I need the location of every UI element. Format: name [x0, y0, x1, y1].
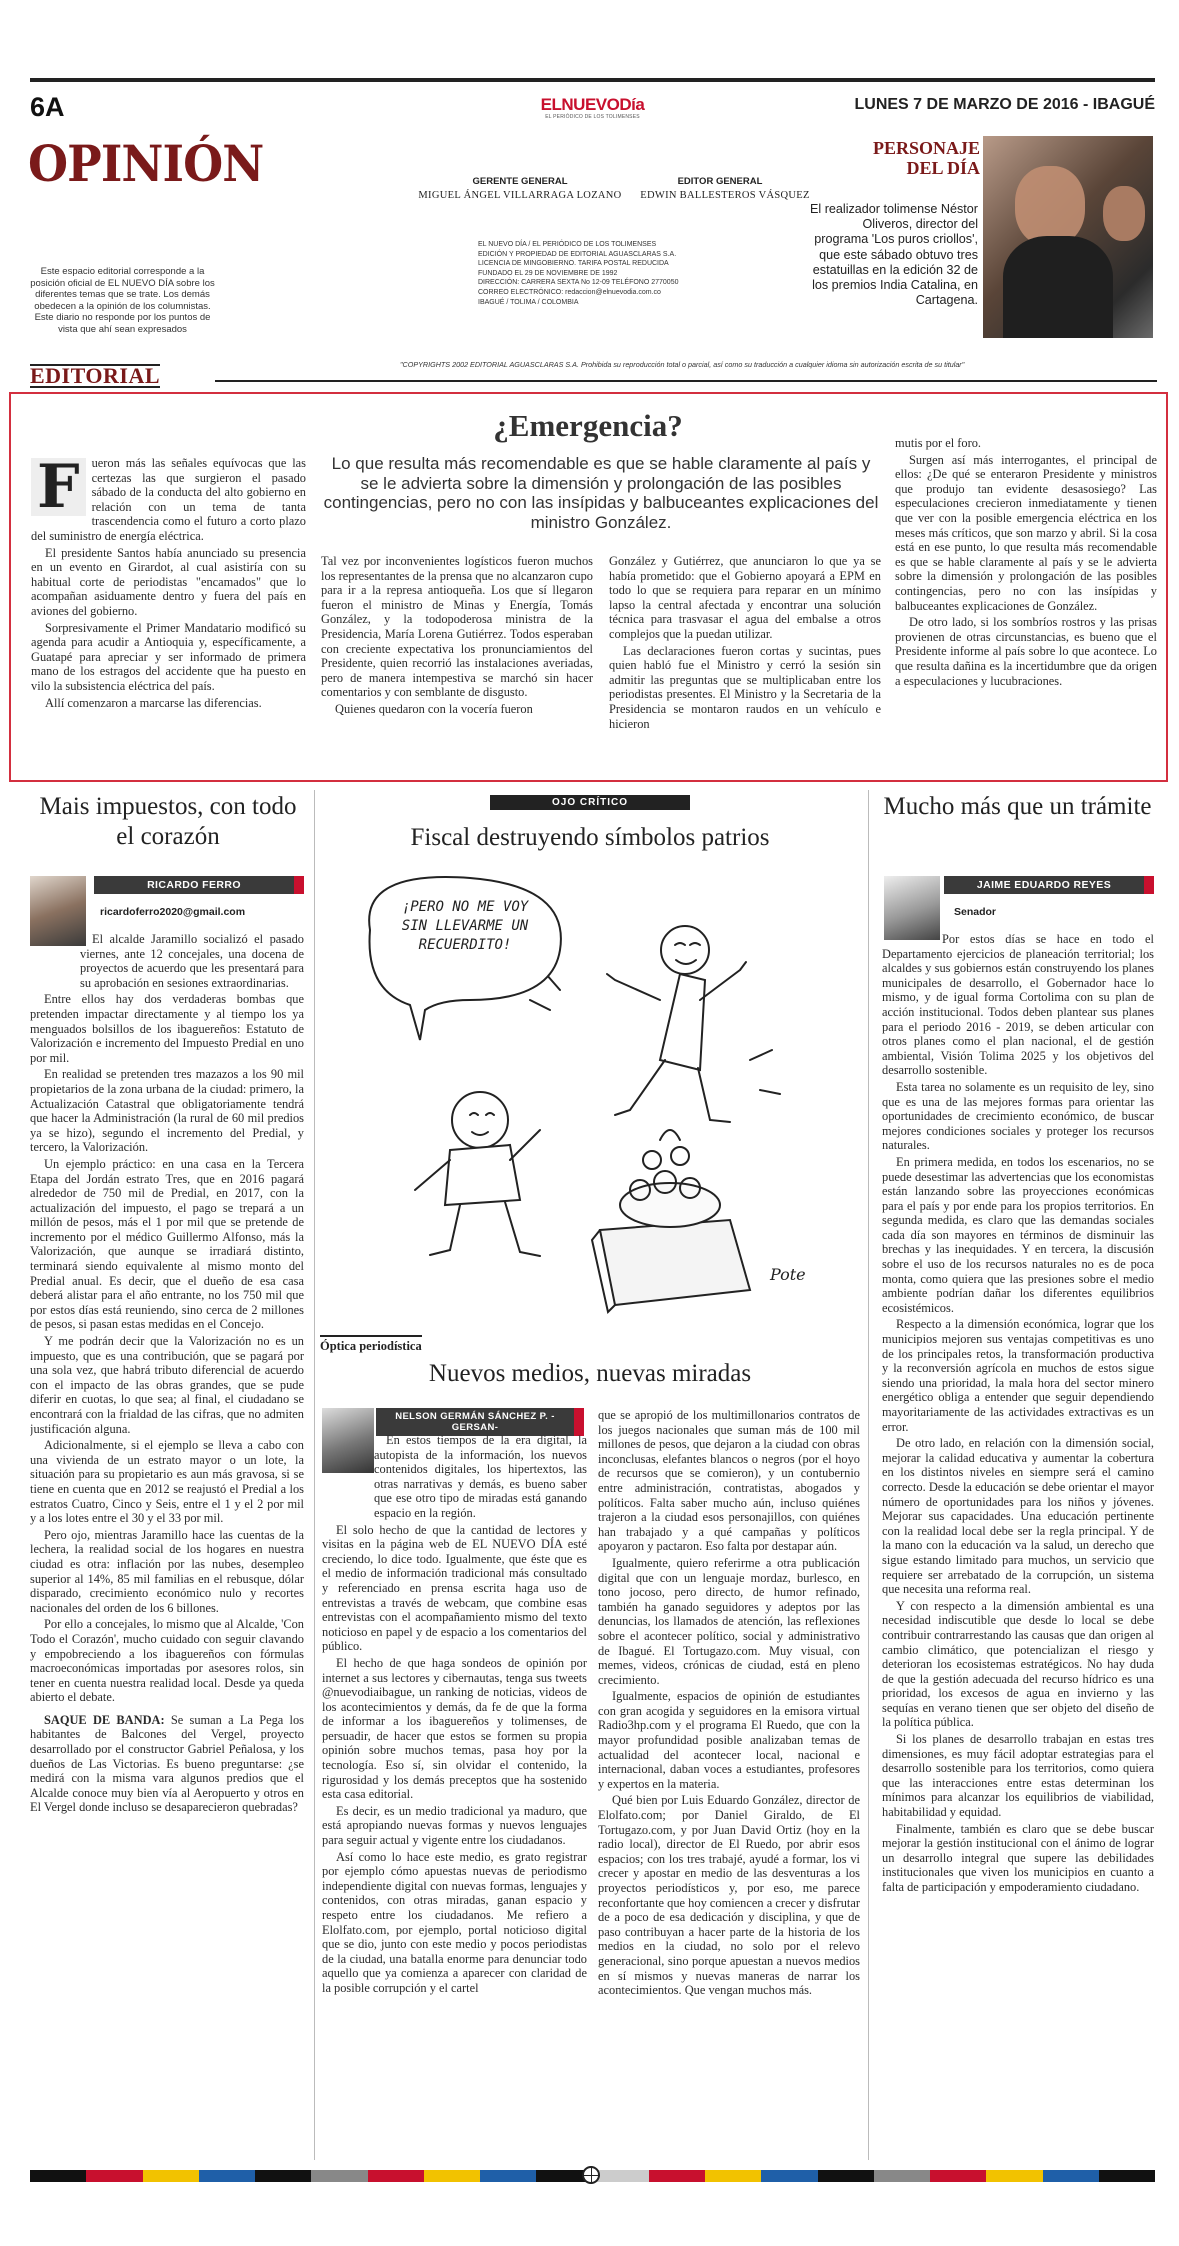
- imprint: [478, 240, 693, 307]
- author-photo: [884, 876, 940, 940]
- paragraph: Un ejemplo práctico: en una casa en la Tercera Etapa del Jordán estrato Tres, que en 2016 pagará alrededor de 750 mil de Predial, en 2017, con la actualización del impuesto, el pago se trepará a un millón de pesos, más el 1 por mil que se pretende de incremento por el médico Guillermo Alfonso, más la Valorización, que aunque se irradiará distinto, terminará siendo equivalente al mismo monto del Predial anual. Es decir, que el dueño de esa casa deberá alistar para el año entrante, no los 750 mil que por estos días está reuniendo, sino cerca de 2 millones de pesos, si pasan estas medidas en el Concejo.: [30, 1156, 304, 1332]
- editorial-label: EDITORIAL: [30, 363, 161, 388]
- imprint-line: EDICIÓN Y PROPIEDAD DE EDITORIAL AGUASCLARAS S.A.: [478, 250, 677, 258]
- editorial-col-2: [321, 554, 593, 774]
- column-divider: [314, 790, 315, 2160]
- paragraph: Qué bien por Luis Eduardo González, director de Elolfato.com; por Daniel Giraldo, de El Tortugazo.com, y por Juan David Ortiz (hoy en la radio local), director de El Ruedo, por abrir esos espacios; con los tres trabajé, ayudé a formar, los vi crecer y apostar en medio de las desventuras a los proyectos periodísticos y, por eso, me parece reconfortante que hoy comiencen a crecer y disfrutar de a poco de esa dedicación y disciplina, y que de paso contribuyan a hacer parte de la historia de los medios en la ciudad, no solo por el relevo generacional, sino porque apuestan a nuevos medios en sí mismos y nuevas maneras de narrar los acontecimientos. Que vengan muchos más.: [598, 1793, 860, 1998]
- paragraph: que se apropió de los multimillonarios contratos de los juegos nacionales que suman más de 100 mil millones de pesos, que dejaron a la ciudad con obras inconclusas, elefantes blancos o negros (por el hoyo de recursos que se comieron), y un contubernio entre administración, contratistas, abogados y políticos. Falta saber mucho aún, incluso quiénes trajeron a la ciudad esos personajillos, con quiénes han trabajado y a qué campañas y políticos apoyaron y pactaron. Eso falta por destapar aún.: [598, 1408, 860, 1554]
- masthead-sub: EL PERIÓDICO DE LOS TOLIMENSES: [545, 114, 640, 120]
- paragraph: Allí comenzaron a marcarse las diferencias.: [45, 695, 262, 710]
- paragraph: De otro lado, si los sombríos rostros y las prisas provienen de otras circunstancias, es bueno que el Presidente informe al país sobre lo que acontece. Lo que resulta dañina es la incertidumbre que da origen a especulaciones y lucubraciones.: [895, 615, 1157, 688]
- paragraph: Y con respecto a la dimensión ambiental es una necesidad indiscutible que desde lo local se debe contribuir contrarrestando las causas que dan origen al cambio climático, que potencializan el riesgo y deterioran los ecosistemas estratégicos. No hay duda de que la gestión adecuada del recurso hídrico es una prioridad, los excesos de agua en invierno y las sequías en verano tienen que ser objeto del diseño de la política pública.: [882, 1598, 1154, 1730]
- page-header: [0, 0, 1179, 388]
- paragraph: El hecho de que haga sondeos de opinión por internet a sus lectores y cibernautas, tenga sus tweets @nuevodiaibague, un ranking de noticias, videos de los acontecimientos y demás, da fe de que la forma de informar a los ibaguereños y tolimenses, de persuadir, de hacer que estos se formen su propia opinión sobre muchos temas, pasa hoy por la tecnología. Eso sí, sin olvidar el contenido, la rigurosidad y los demás preceptos que ha sostenido esta casa editorial.: [322, 1655, 587, 1802]
- masthead-logo: [535, 96, 650, 128]
- saque-paragraph: [30, 1713, 304, 1815]
- paragraph: Por estos días se hace en todo el Departamento ejercicios de planeación territorial; los alcaldes y sus gobiernos están construyendo los planes municipales de desarrollo, el Gobernador hace lo mismo, y de igual forma Cortolima con su plan de acción institucional. Todos deben plantear sus planes para el periodo 2016 - 2019, se deben articular con otros planes como el plan nacional, el de gestión ambiental, Visión Tolima 2025 y los objetivos del desarrollo sostenible.: [882, 932, 1154, 1078]
- imprint-line: LICENCIA DE MINGOBIERNO. TARIFA POSTAL REDUCIDA: [478, 260, 669, 268]
- editorial-col-4: [895, 436, 1157, 776]
- gerente-name: MIGUEL ÁNGEL VILLARRAGA LOZANO: [418, 190, 622, 201]
- paragraph: En realidad se pretenden tres mazazos a los 90 mil propietarios de la zona urbana de la ciudad: primero, la Actualización Catastral que obligatoriamente tendrá que hacer la Administración (la rural de 60 mil predios ya se hizo), segundo el incremento del Predial, y tercero, la Valorización.: [30, 1067, 304, 1155]
- editor-name: EDWIN BALLESTEROS VÁSQUEZ: [640, 190, 810, 201]
- paragraph: El presidente Santos había anunciado su presencia en un evento en Girardot, al cual asistiría con su habitual corte de periodistas "encamados" que lo acompañan asiduamente dentro y fuera del país en aviones del gobierno.: [31, 545, 306, 618]
- left-column-title: Mais impuestos, con todo el corazón: [39, 793, 297, 850]
- paragraph: Surgen así más interrogantes, el principal de ellos: ¿De qué se enteraron Presidente y ministros que produjo tan evidente desasosiego? Las especulaciones crecieron inmediatamente y tienen que ver con la posible emergencia eléctrica en los meses más críticos, que son marzo y abril. Si la cosa está en ese punto, lo que resulta más recomendable es que se hable claramente al país y se le advierta sobre la dimensión y prolongación de las posibles contingencias, pero no con las insípidas y balbuceantes explicaciones de González.: [895, 452, 1157, 613]
- center-col-1: [322, 1433, 587, 2160]
- editorial-subtitle: Lo que resulta más recomendable es que se hable claramente al país y se le advierta sobre la dimensión y prolongación de las posibles contingencias, pero no con las insípidas y balbuceantes explicaciones del ministro González.: [323, 454, 879, 532]
- right-column-body: [882, 932, 1154, 2160]
- saque-label: SAQUE DE BANDA:: [44, 1712, 165, 1727]
- editorial-col-1: [31, 456, 306, 776]
- cartoon-signature: Pote: [770, 1265, 806, 1284]
- center-col-2: [598, 1408, 860, 2160]
- personaje-text: El realizador tolimense Néstor Oliveros, director del programa 'Los puros criollos', que este sábado obtuvo tres estatuillas en la edición 32 de los premios India Catalina, en Cartagena.: [810, 202, 978, 308]
- column-divider: [868, 790, 869, 2160]
- registration-mark-icon: [582, 2166, 600, 2184]
- issue-date: LUNES 7 DE MARZO DE 2016 - IBAGUÉ: [854, 96, 1155, 113]
- imprint-line: DIRECCIÓN: CARRERA SEXTA No 12-09 TELÉFONO 2770050: [478, 279, 679, 287]
- left-column-body: [30, 932, 304, 2160]
- person-silhouette: [1103, 186, 1145, 241]
- paragraph: Así como lo hace este medio, es grato registrar por ejemplo cómo apuestas nuevas de periodismo independiente digital con nuevas formas, lenguajes y contenidos, con otras miradas, ganan espacio y respeto entre los ciudadanos. Me refiero a Elolfato.com, por ejemplo, portal noticioso digital que se dio, junto con este medio y pocos periodistas de la ciudad, una batalla enorme para denunciar todo aquello que ya comienza a aparecer con claridad de la posible corrupción y el cartel: [322, 1849, 587, 1995]
- paragraph: Por ello a concejales, lo mismo que al Alcalde, 'Con Todo el Corazón', mucho cuidado con seguir clavando y empobreciendo a los ibaguereños con fórmulas macroeconómicas importadas por asesores rolos, sin tener en cuenta nuestra realidad local. Desde ya queda abierto el debate.: [30, 1617, 304, 1705]
- paragraph: En primera medida, en todos los escenarios, no se puede desestimar las advertencias que los economistas están lanzando sobre las proyecciones económicas para el país y por ende para los propios territorios. En segunda medida, es claro que las demandas sociales cada día son mayores en términos de disminuir las brechas y las inequidades. Y en tercera, la discusión sobre el uso de los recursos naturales no es de poca monta, como quiera que las presiones sobre el medio ambiente podrían dañar los diferentes equilibrios ecosistémicos.: [882, 1154, 1154, 1315]
- speech-balloon: ¡PERO NO ME VOY SIN LLEVARME UN RECUERDITO!: [401, 899, 529, 953]
- personaje-title: PERSONAJE DEL DÍA: [872, 138, 980, 178]
- paragraph: Esta tarea no solamente es un requisito de ley, sino que es una de las mejores formas para orientar las oportunidades de crecimiento económico, de buscar mejores condiciones sociales y proteger los recursos naturales.: [882, 1079, 1154, 1153]
- imprint-line: EL NUEVO DÍA / EL PERIÓDICO DE LOS TOLIMENSES: [478, 241, 657, 248]
- paragraph: El solo hecho de que la cantidad de lectores y visitas en la página web de EL NUEVO DÍA esté creciendo, lo dice todo. Igualmente, que éste que es el medio de información tradicional más consultado y referenciado en prensa escrita haga uso de entrevistas a través de webcam, que combine esas entrevistas con el acompañamiento mismo del texto noticioso en papel y de espacio a los comentarios del público.: [322, 1522, 587, 1654]
- gerente-label: GERENTE GENERAL: [472, 176, 568, 187]
- imprint-line: FUNDADO EL 29 DE NOVIEMBRE DE 1992: [478, 269, 618, 277]
- cartoon-illustration: [330, 860, 850, 1320]
- right-column-title: Mucho más que un trámite: [883, 793, 1152, 820]
- paragraph: Quienes quedaron con la vocería fueron: [335, 701, 533, 716]
- paragraph: Entre ellos hay dos verdaderas bombas que pretenden impactar directamente y al tiempo los ya menguados bolsillos de los ibaguereños: Estatuto de Valorización e incremento del Impuesto Predial en uno por mil.: [30, 992, 304, 1065]
- imprint-line: CORREO ELECTRÓNICO: redaccion@elnuevodia.com.co: [478, 288, 661, 296]
- page-number: 6A: [30, 92, 65, 122]
- author-email[interactable]: ricardoferro2020@gmail.com: [100, 906, 246, 918]
- paragraph: El alcalde Jaramillo socializó el pasado viernes, ante 12 concejales, una docena de proyectos de acuerdo que les presentará para su aprobación en sesiones extraordinarias.: [80, 932, 304, 990]
- author-name: JAIME EDUARDO REYES: [944, 876, 1154, 894]
- paragraph: González y Gutiérrez, que anunciaron lo que ya se había prometido: que el Gobierno apoyará a EPM en todo lo que se requiera para reparar en un mínimo lapso la central afectada y encontrar una solución técnica para trasvasar el agua del embalse a otros complejos que la puedan utilizar.: [609, 554, 881, 641]
- editorial-col-3: [609, 554, 881, 774]
- cartoon-kicker: OJO CRÍTICO: [490, 795, 690, 810]
- paragraph: Pero ojo, mientras Jaramillo hace las cuentas de la lechera, la realidad social de los hogares en nuestra ciudad es otra: inflación por las nubes, desempleo superior al 14%, 85 mil familias en el rebusque, dólar disparado, crecimiento económico nulo y recortes nacionales del orden de los 6 billones.: [30, 1527, 304, 1615]
- paragraph: Igualmente, espacios de opinión de estudiantes con gran acogida y seguidores en la emisora virtual Radio3hp.com y el programa El Ruedo, que con la mayor profundidad posible analizaban temas de actualidad del acontecer local, nacional e internacional, daban voces a estudiantes, profesores y expertos en la materia.: [598, 1689, 860, 1791]
- personaje-photo: [983, 136, 1153, 338]
- author-role: Senador: [954, 906, 997, 918]
- masthead-name: ELNUEVODía: [540, 95, 645, 114]
- paragraph: Respecto a la dimensión económica, lograr que los municipios mejoren sus ventajas competitivas es uno de los principales retos, la transformación productiva y la reconversión agrícola en muchos de estos sigue siendo una prioridad, la mala hora del sector minero energético obliga a entender que seguir dependiendo mayoritariamente de las actividades extractivas es un error.: [882, 1317, 1154, 1434]
- paragraph: Y me podrán decir que la Valorización no es un impuesto, que es una contribución, que se pagará por una sola vez, que habrá tributo diferencial de acuerdo con el impacto de las obras grandes, que se pude diferir en cuotas, lo que sea; al final, el ciudadano se encontrará con la frialdad de las cifras, que no admiten justificación alguna.: [30, 1334, 304, 1436]
- header-rule: [215, 380, 1157, 382]
- author-name: RICARDO FERRO: [94, 876, 304, 894]
- person-silhouette: [1003, 236, 1113, 338]
- paragraph: Las declaraciones fueron cortas y sucintas, pues quien habló fue el Ministro y cerró la sesión sin admitir las preguntas que se multiplicaban entre los periodistas presentes. El Ministro y la Secretaria de la Presidencia se montaron raudos en un vehículo e hicieron: [609, 643, 881, 731]
- paragraph: Sorpresivamente el Primer Mandatario modificó su agenda para acudir a Antioquia y, específicamente, a Guatapé para apreciar y ser informado de primera mano de los estragos del accidente que ha puesto en vilo la subsistencia eléctrica del país.: [31, 620, 306, 693]
- center-title: Nuevos medios, nuevas miradas: [428, 1360, 752, 1387]
- dropcap: F: [31, 458, 86, 516]
- imprint-line: IBAGUÉ / TOLIMA / COLOMBIA: [478, 298, 579, 306]
- paragraph: Si los planes de desarrollo trabajan en estas tres dimensiones, es muy fácil adoptar estrategias para el desarrollo sostenible para los territorios, como quiera que las interacciones entre estas determinan los mínimos para alcanzar los equilibrios de viabilidad, habitabilidad y equidad.: [882, 1732, 1154, 1820]
- editor-label: EDITOR GENERAL: [677, 176, 763, 187]
- paragraph: ueron más las señales equívocas que las certezas las que surgieron el pasado sábado de la conducta del alto gobierno en relación con un tema de tanta trascendencia como el futuro a corto plazo del suministro de energía eléctrica.: [31, 456, 306, 543]
- paragraph: mutis por el foro.: [895, 436, 982, 450]
- top-rule: [30, 78, 1155, 82]
- editorial-box: [9, 392, 1168, 782]
- paragraph: Finalmente, también es claro que se debe buscar mejorar la gestión institucional con el ánimo de lograr un desarrollo integral que supere las debilidades institucionales que viven los municipios en cuanto a falta de participación y empoderamiento ciudadano.: [882, 1821, 1154, 1894]
- paragraph: Tal vez por inconvenientes logísticos fueron muchos los representantes de la prensa que no alcanzaron cupo para ir a la represa antioqueña. Los que sí llegaron fueron el ministro de Minas y Energía, Tomás González, y la todopoderosa ministra de la Presidencia, María Lorena Gutiérrez. Todos esperaban con creciente expectativa los pronunciamientos del Presidente, quien recorrió las instalaciones averiadas, pero de manera intempestiva se marchó sin hacer comentarios y con semblante de disgusto.: [321, 554, 593, 700]
- person-silhouette: [1015, 166, 1085, 246]
- editorial-disclaimer: Este espacio editorial corresponde a la posición oficial de EL NUEVO DÍA sobre los diferentes temas que se trate. Los demás obedecen a la opinión de los columnistas. Este diario no responde por los puntos de vista que ahí sean expresados: [30, 266, 215, 335]
- copyright-note: "COPYRIGHTS 2002 EDITORIAL AGUASCLARAS S.A. Prohibida su reproducción total o parcial, así como su traducción a cualquier idioma sin autorización escrita de su titular": [400, 360, 965, 369]
- paragraph: En estos tiempos de la era digital, la autopista de la información, los nuevos contenidos digitales, los hipertextos, las otras narrativas y demás, es bueno saber que ese otro tipo de miradas está ganando espacio en la región.: [374, 1433, 587, 1520]
- paragraph: Igualmente, quiero referirme a otra publicación digital que con un lenguaje mordaz, burlesco, en tono jocoso, pero directo, de humor refinado, también ha ganado seguidores y adeptos por las denuncias, los llamados de atención, las reflexiones sobre el acontecer político, social y administrativo de Ibagué. El Tortugazo.com. Muy visual, con memes, videos, crónicas de ciudad, está en pleno crecimiento.: [598, 1555, 860, 1687]
- author-name: NELSON GERMÁN SÁNCHEZ P. -GERSAN-: [376, 1408, 584, 1436]
- section-title: OPINIÓN: [28, 134, 264, 193]
- paragraph: De otro lado, en relación con la dimensión social, mejorar la calidad educativa y aumentar la cobertura en los distintos niveles en siempre será el camino correcto. Desde la educación se debe orientar el mayor número de oportunidades para los niños y jóvenes. Mejorar sus capacidades. Una educación pertinente con la realidad local debe ser la regla principal. Y de la mano con la educación va la salud, un derecho que sigue estando limitado para muchos, un servicio que requiere ser arrebatado de la corrupción, un sistema que necesita una reforma real.: [882, 1436, 1154, 1597]
- paragraph: Es decir, es un medio tradicional ya maduro, que está apropiando nuevas formas y nuevos lenguajes para seguir actual y vigente entre los ciudadanos.: [322, 1803, 587, 1848]
- editorial-title: ¿Emergencia?: [493, 408, 683, 443]
- center-kicker: Óptica periodística: [320, 1335, 422, 1354]
- cartoon-title: Fiscal destruyendo símbolos patrios: [410, 824, 770, 851]
- saque-text: Se suman a La Pega los habitantes de Balcones del Vergel, proyecto desarrollado por el constructor Gabriel Peñalosa, y los dueños de Las Victorias. Es bueno preguntarse: ¿se medirá con la misma vara algunos predios que el Alcalde conoce muy bien vía al Aeropuerto y otros en El Vergel donde incluso se desaparecieron quebradas?: [30, 1712, 304, 1815]
- paragraph: Adicionalmente, si el ejemplo se lleva a cabo con una vivienda de un estrato mayor o un lote, la situación para su propietario es aun más gravosa, si se tiene en cuenta que en 2012 se reajustó el Predial a los estratos Cuatro, Cinco y Seis, entre el 1 y el 2 por mil y a los lotes entre el 30 y el 33 por mil.: [30, 1438, 304, 1526]
